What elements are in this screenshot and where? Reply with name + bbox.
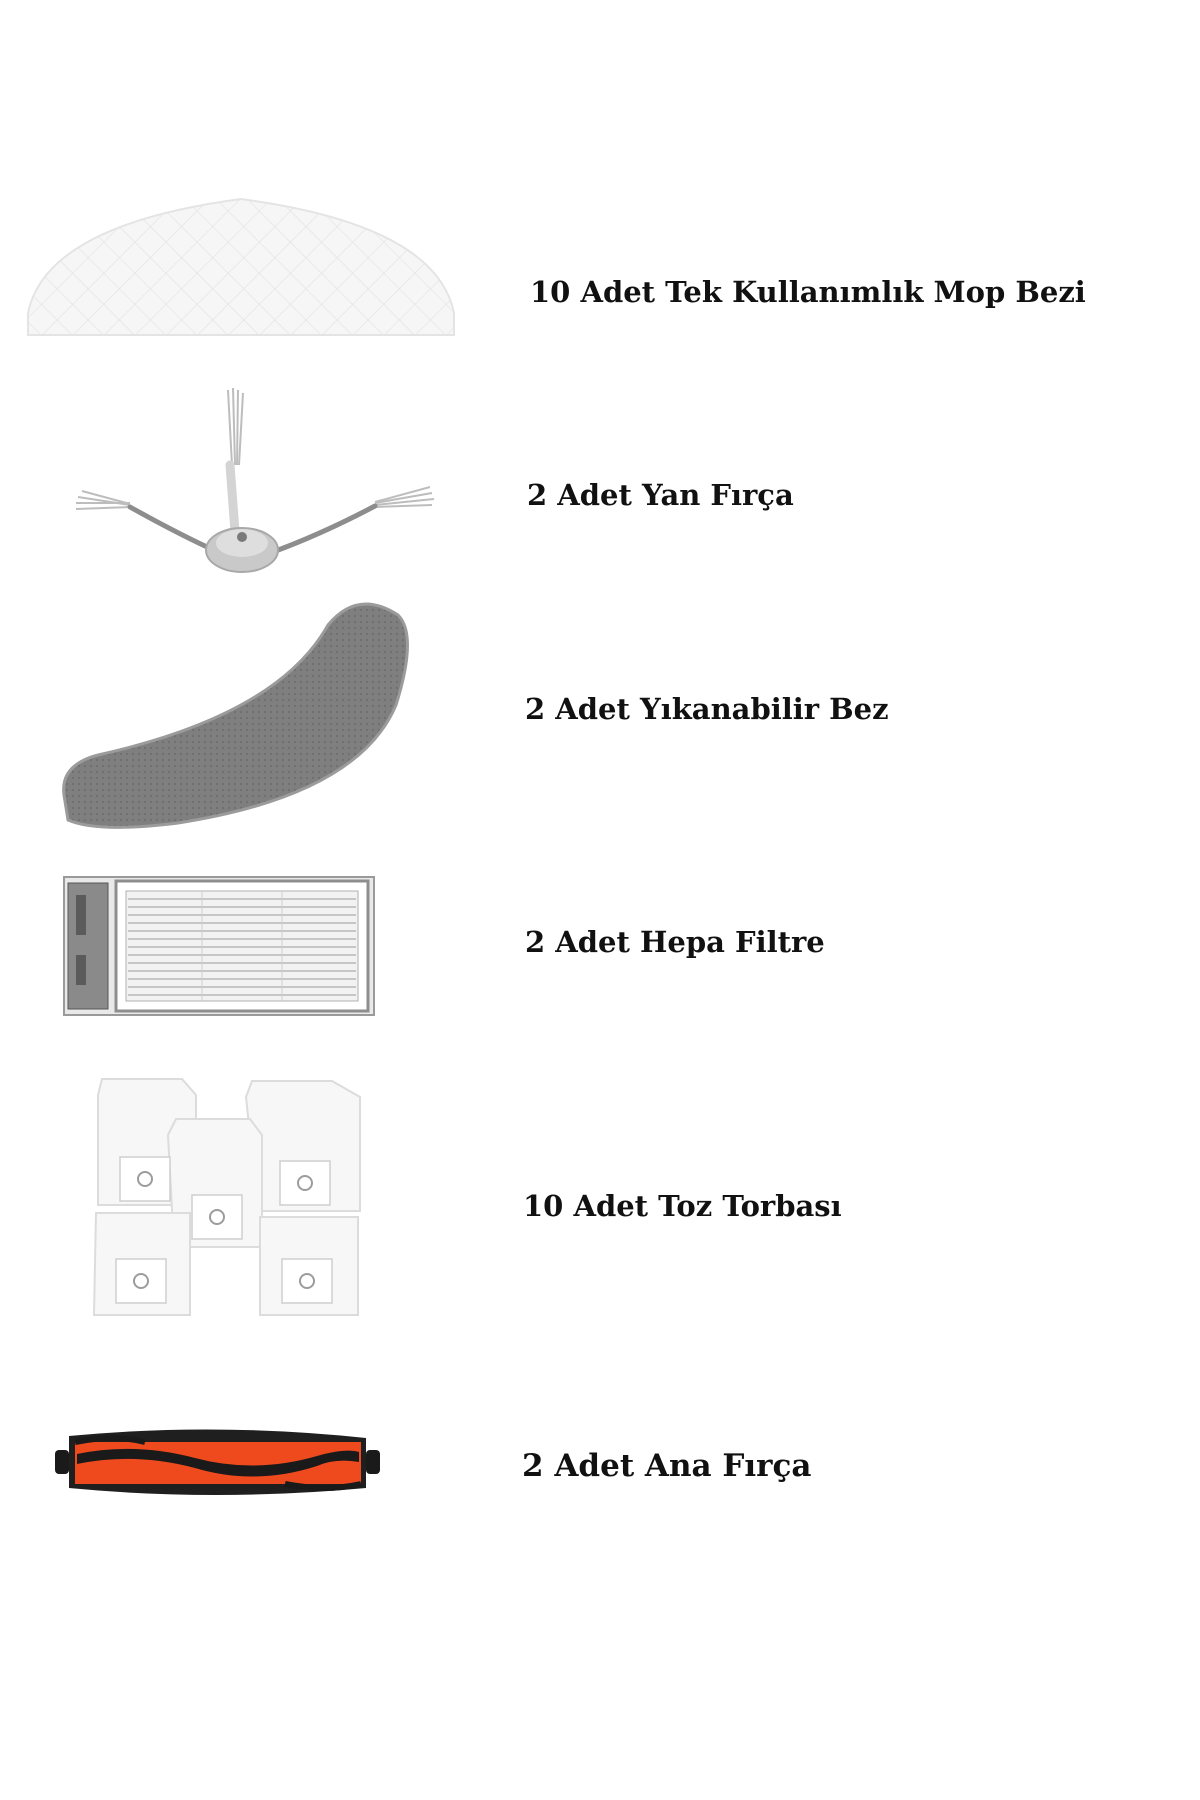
washable-mop-cloth-icon [58,595,418,835]
hepa-filter-icon [62,875,376,1017]
item-label: 2 Adet Yıkanabilir Bez [525,692,889,726]
dust-bag-icon [92,1075,367,1320]
side-brush-icon [70,385,440,585]
item-label: 10 Adet Tek Kullanımlık Mop Bezi [530,275,1086,309]
disposable-mop-pad-icon [26,195,456,340]
item-label: 10 Adet Toz Torbası [523,1189,842,1223]
item-label: 2 Adet Yan Fırça [527,478,794,512]
item-label: 2 Adet Hepa Filtre [525,925,825,959]
main-brush-icon [55,1428,380,1498]
item-label: 2 Adet Ana Fırça [522,1448,812,1484]
